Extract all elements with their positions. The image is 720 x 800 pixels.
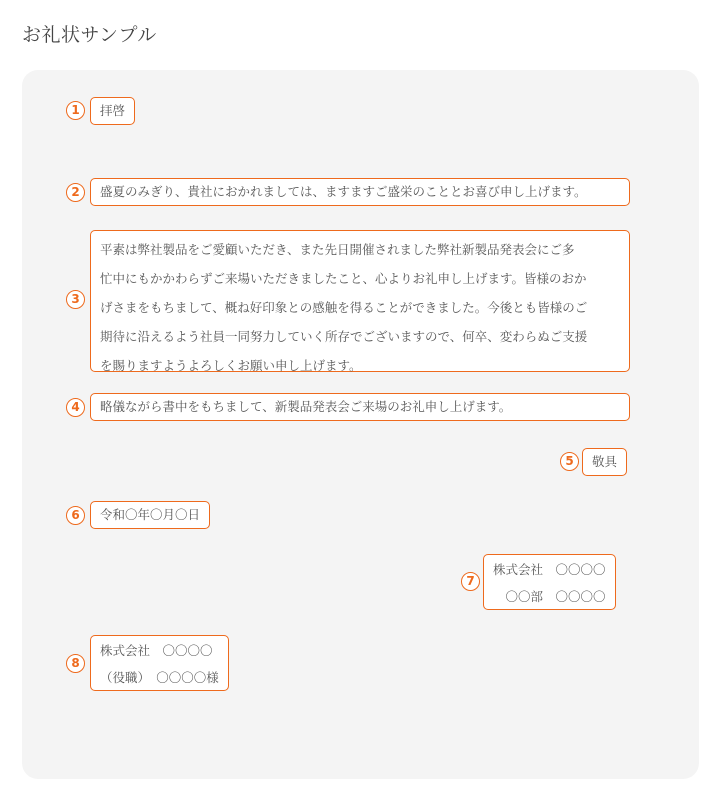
closing-greeting: 略儀ながら書中をもちまして、新製品発表会ご来場のお礼申し上げます。 <box>100 399 512 414</box>
recipient-name: （役職） 〇〇〇〇様 <box>100 670 219 685</box>
letter-card <box>22 70 699 779</box>
sender-company: 株式会社 〇〇〇〇 <box>493 562 606 577</box>
date-text: 令和〇年〇月〇日 <box>100 507 201 522</box>
closing-word: 敬具 <box>592 454 618 469</box>
number-badge-5: 5 <box>560 452 579 471</box>
main-body-line: 期待に沿えるよう社員一同努力していく所存でございますので、何卒、変わらぬご支援 <box>100 329 588 344</box>
recipient-company: 株式会社 〇〇〇〇 <box>100 643 213 658</box>
main-body-box <box>90 230 630 372</box>
number-badge-1: 1 <box>66 101 85 120</box>
opening-word: 拝啓 <box>100 103 126 118</box>
recipient-box <box>90 635 229 691</box>
number-badge-8: 8 <box>66 654 85 673</box>
number-badge-7: 7 <box>461 572 480 591</box>
sender-department: 〇〇部 〇〇〇〇 <box>505 589 606 604</box>
number-badge-4: 4 <box>66 398 85 417</box>
number-badge-3: 3 <box>66 290 85 309</box>
number-badge-6: 6 <box>66 506 85 525</box>
closing-word-box <box>582 448 627 476</box>
closing-greeting-box <box>90 393 630 421</box>
number-badge-2: 2 <box>66 183 85 202</box>
opening-word-box <box>90 97 135 125</box>
seasonal-greeting-box <box>90 178 630 206</box>
seasonal-greeting: 盛夏のみぎり、貴社におかれましては、ますますご盛栄のこととお喜び申し上げます。 <box>100 184 587 199</box>
page-title: お礼状サンプル <box>22 24 157 46</box>
main-body-line: 平素は弊社製品をご愛顧いただき、また先日開催されました弊社新製品発表会にご多 <box>100 242 575 257</box>
sender-box <box>483 554 616 610</box>
main-body-line: げさまをもちまして、概ね好印象との感触を得ることができました。今後とも皆様のご <box>100 300 588 315</box>
date-box <box>90 501 210 529</box>
main-body-line: 忙中にもかかわらずご来場いただきましたこと、心よりお礼申し上げます。皆様のおか <box>100 271 587 286</box>
main-body-line: を賜りますようよろしくお願い申し上げます。 <box>100 358 362 373</box>
